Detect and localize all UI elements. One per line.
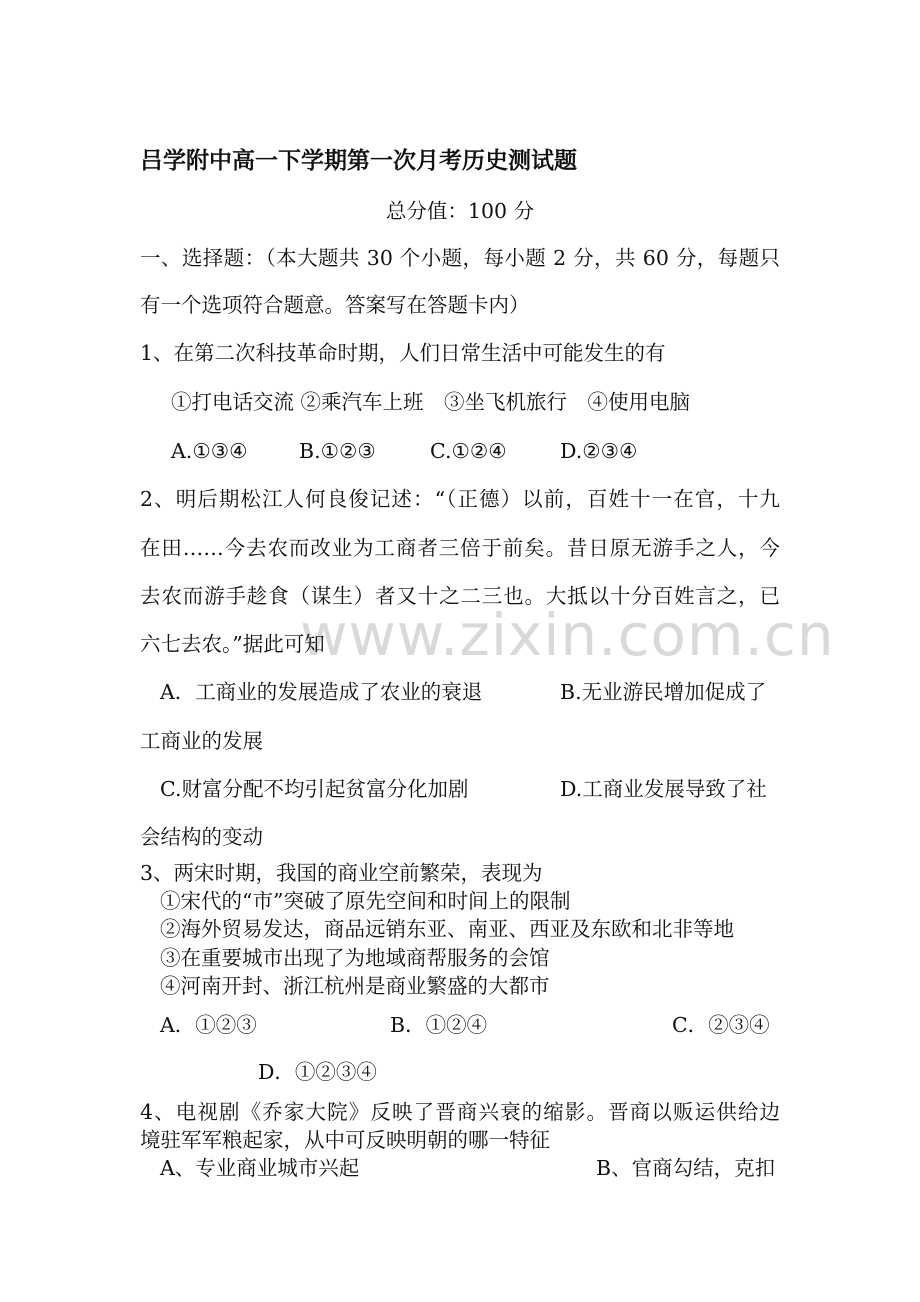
q3-item-1: ①宋代的“市”突破了原先空间和时间上的限制 — [160, 889, 571, 913]
q2-line-2: 在田……今去农而改业为工商者三倍于前矣。昔日原无游手之人，今 — [140, 536, 780, 560]
q1-option-c: C.①②④ — [430, 439, 507, 463]
watermark: www.zixin.com.cn — [300, 601, 835, 669]
q3-item-4: ④河南开封、浙江杭州是商业繁盛的大都市 — [160, 974, 550, 998]
section-heading-line-2: 有一个选项符合题意。答案写在答题卡内） — [140, 293, 530, 317]
q4-option-a: A、专业商业城市兴起 — [160, 1156, 360, 1180]
total-score: 总分值：100 分 — [385, 199, 535, 223]
q1-option-b: B.①②③ — [299, 439, 376, 463]
q1-option-a: A.①③④ — [171, 439, 248, 463]
q3-option-a: A．①②③ — [160, 1013, 257, 1037]
q4-line-1: 4、电视剧《乔家大院》反映了晋商兴衰的缩影。晋商以贩运供给边 — [140, 1100, 780, 1124]
q2-option-c: C.财富分配不均引起贫富分化加剧 — [160, 777, 469, 801]
q2-line-4: 六七去农。”据此可知 — [140, 632, 325, 656]
q3-option-c: C．②③④ — [672, 1013, 770, 1037]
q2-option-b-cont: 工商业的发展 — [140, 729, 263, 753]
q3-stem: 3、两宋时期，我国的商业空前繁荣，表现为 — [140, 861, 543, 885]
q2-line-3: 去农而游手趁食（谋生）者又十之二三也。大抵以十分百姓言之，已 — [140, 584, 780, 608]
q2-option-b: B.无业游民增加促成了 — [560, 680, 767, 704]
q3-option-d: D．①②③④ — [258, 1060, 377, 1084]
q1-option-d: D.②③④ — [560, 439, 638, 463]
q1-items: ①打电话交流 ②乘汽车上班 ③坐飞机旅行 ④使用电脑 — [171, 390, 691, 414]
q4-line-2: 境驻军军粮起家，从中可反映明朝的哪一特征 — [140, 1128, 550, 1152]
q2-option-d-cont: 会结构的变动 — [140, 825, 263, 849]
section-heading-line-1: 一、选择题：（本大题共 30 个小题，每小题 2 分，共 60 分，每题只 — [140, 246, 780, 270]
q1-stem: 1、在第二次科技革命时期，人们日常生活中可能发生的有 — [140, 341, 666, 365]
q3-item-3: ③在重要城市出现了为地域商帮服务的会馆 — [160, 946, 550, 970]
q3-item-2: ②海外贸易发达，商品远销东亚、南亚、西亚及东欧和北非等地 — [160, 917, 734, 941]
q4-option-b: B、官商勾结，克扣 — [596, 1156, 776, 1180]
page-title: 吕学附中高一下学期第一次月考历史测试题 — [140, 148, 577, 174]
q2-option-a: A．工商业的发展造成了农业的衰退 — [160, 680, 483, 704]
q2-option-d: D.工商业发展导致了社 — [560, 777, 767, 801]
q3-option-b: B．①②④ — [390, 1013, 488, 1037]
q2-line-1: 2、明后期松江人何良俊记述：“（正德）以前，百姓十一在官，十九 — [140, 487, 780, 511]
